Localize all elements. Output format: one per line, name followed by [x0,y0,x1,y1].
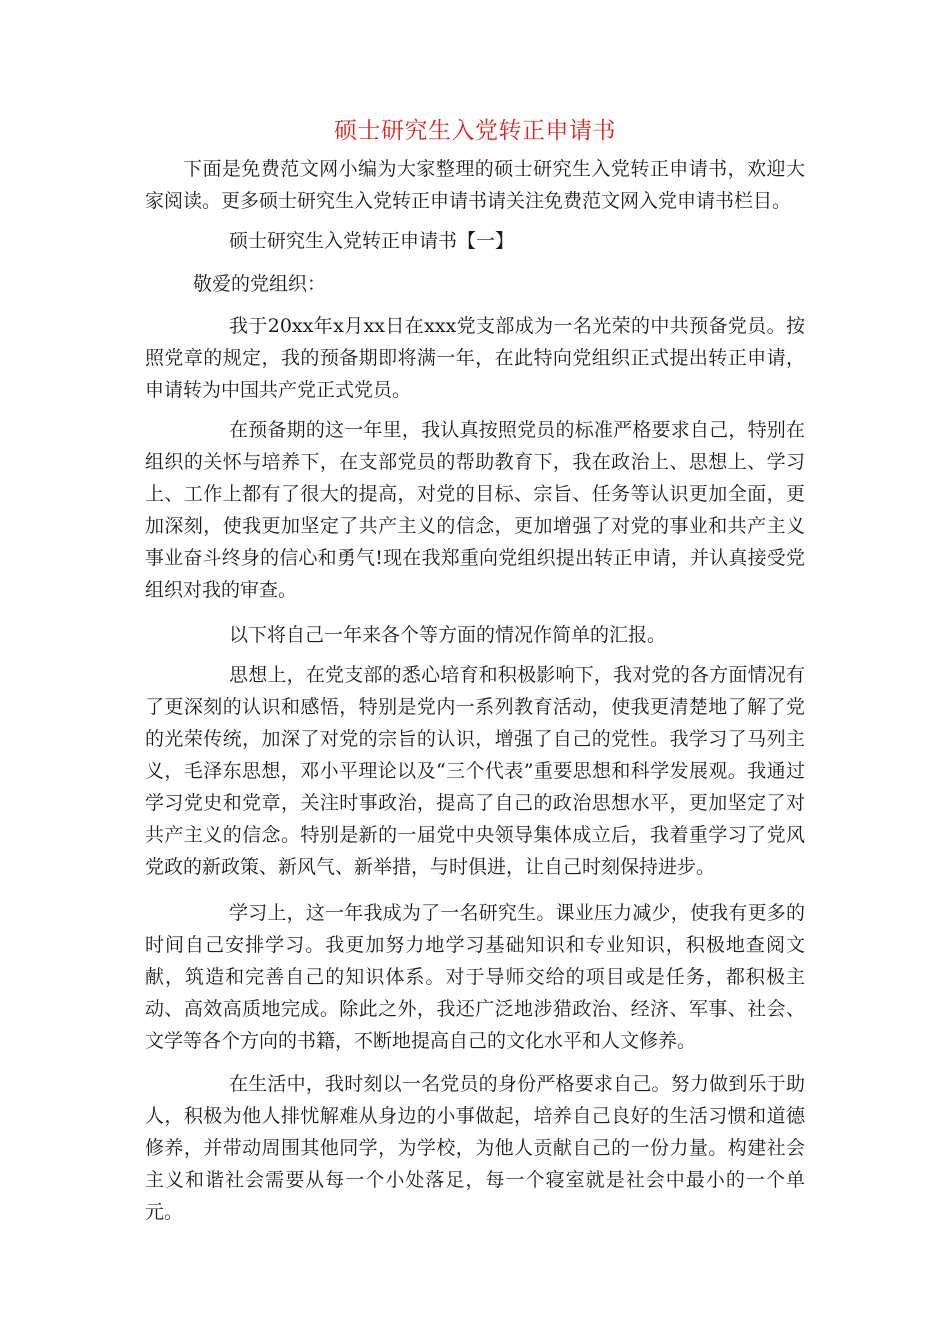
paragraph-block-1 [145,310,805,406]
paragraph-6: 在生活中，我时刻以一名党员的身份严格要求自己。努力做到乐于助人，积极为他人排忧解难从身边的小事做起，培养自己良好的生活习惯和道德修养，并带动周围其他同学，为学校，为他人贡献自己的一份力量。构建社会主义和谐社会需要从每一个小处落足，每一个寝室就是社会中最小的一个单元。 [145,1073,805,1223]
paragraph-block-5 [145,897,805,1057]
paragraph-block-2 [145,414,805,606]
document-body [145,153,805,217]
section-heading-block [145,225,805,257]
paragraph-block-4 [145,659,805,883]
greeting-block [145,268,805,300]
greeting: 敬爱的党组织： [193,273,327,295]
paragraph-block-6 [145,1068,805,1228]
document-title: 硕士研究生入党转正申请书 [334,118,616,144]
intro-paragraph: 下面是免费范文网小编为大家整理的硕士研究生入党转正申请书，欢迎大家阅读。更多硕士研究生入党转正申请书请关注免费范文网入党申请书栏目。 [145,158,805,212]
paragraph-2: 在预备期的这一年里，我认真按照党员的标准严格要求自己，特别在组织的关怀与培养下，在支部党员的帮助教育下，我在政治上、思想上、学习上、工作上都有了很大的提高，对党的目标、宗旨、任务等认识更加全面，更加深刻，使我更加坚定了共产主义的信念，更加增强了对党的事业和共产主义事业奋斗终身的信心和勇气!现在我郑重向党组织提出转正申请，并认真接受党组织对我的审查。 [145,419,805,601]
section-heading: 硕士研究生入党转正申请书【一】 [229,230,515,252]
paragraph-3: 以下将自己一年来各个等方面的情况作简单的汇报。 [229,624,667,646]
paragraph-block-3 [145,619,805,651]
paragraph-1: 我于20xx年x月xx日在xxx党支部成为一名光荣的中共预备党员。按照党章的规定，我的预备期即将满一年，在此特向党组织正式提出转正申请，申请转为中国共产党正式党员。 [145,315,805,401]
paragraph-4: 思想上，在党支部的悉心培育和积极影响下，我对党的各方面情况有了更深刻的认识和感悟，特别是党内一系列教育活动，使我更清楚地了解了党的光荣传统，加深了对党的宗旨的认识，增强了自己的党性。我学习了马列主义，毛泽东思想，邓小平理论以及“三个代表”重要思想和科学发展观。我通过学习党史和党章，关注时事政治，提高了自己的政治思想水平，更加坚定了对共产主义的信念。特别是新的一届党中央领导集体成立后，我着重学习了党风党政的新政策、新风气、新举措，与时俱进，让自己时刻保持进步。 [145,664,805,878]
paragraph-5: 学习上，这一年我成为了一名研究生。课业压力减少，使我有更多的时间自己安排学习。我更加努力地学习基础知识和专业知识，积极地查阅文献，筑造和完善自己的知识体系。对于导师交给的项目或是任务，都积极主动、高效高质地完成。除此之外，我还广泛地涉猎政治、经济、军事、社会、文学等各个方向的书籍，不断地提高自己的文化水平和人文修养。 [145,902,805,1052]
